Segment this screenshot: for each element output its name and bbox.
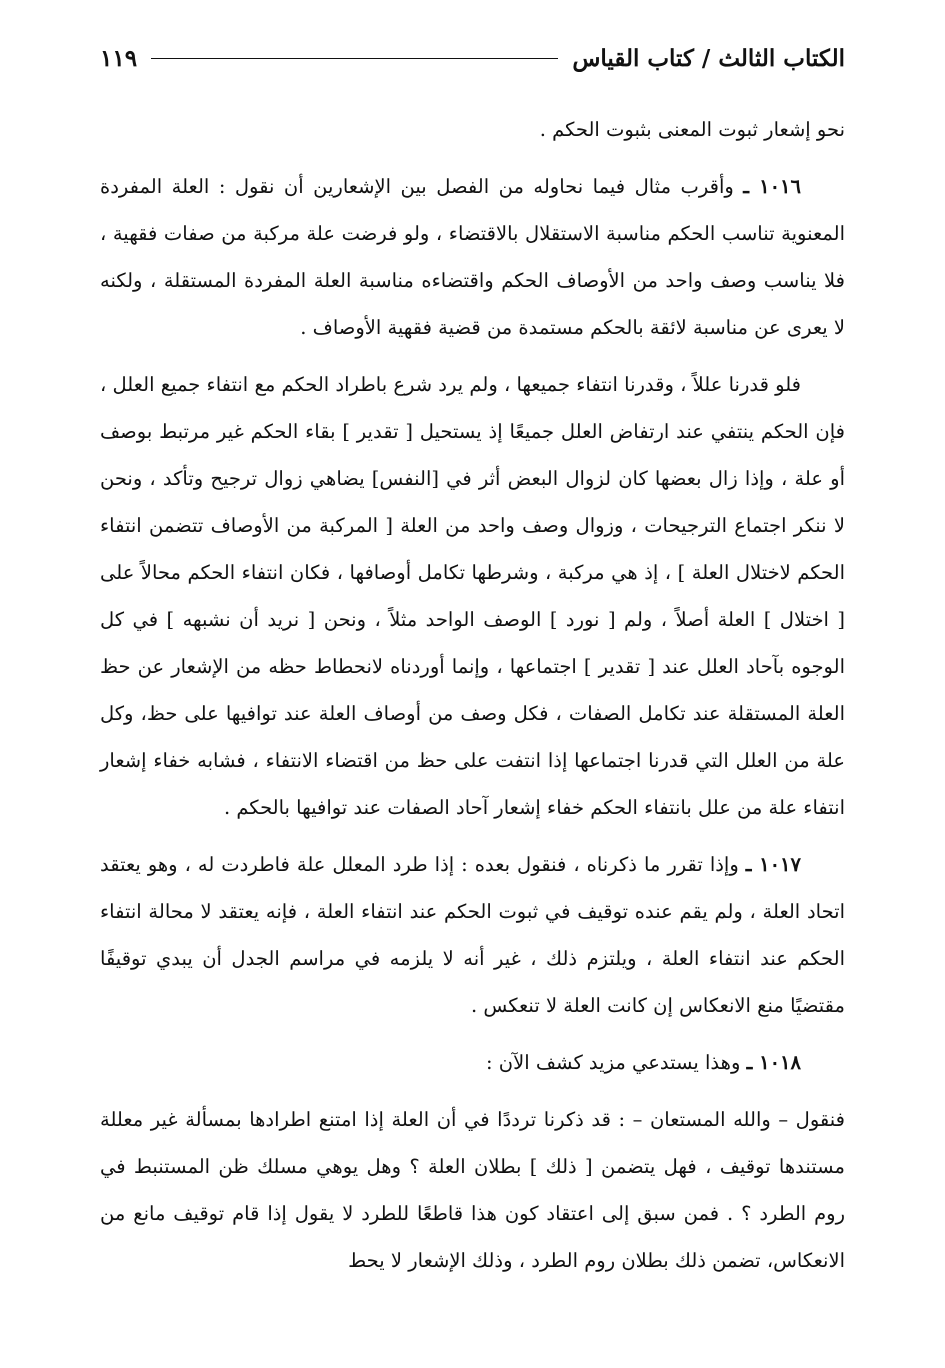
running-title: الكتاب الثالث / كتاب القياس [572,44,845,72]
paragraph-text: وإذا تقرر ما ذكرناه ، فنقول بعده : إذا طرد المعلل علة فاطردت له ، وهو يعتقد اتحاد العلة ، ولم يقم عنده توقيف في ثبوت الحكم عند انتفاء العلة ، فإنه يعتقد لا محالة انتفاء الحكم عند انتفاء العلة ، ويلتزم ذلك ، غير أنه لا يلزمه في مراسم الجدل أن يبدي توقيفًا مقتضيًا منع الانعكاس إن كانت العلة لا تنعكس . [100,853,845,1017]
header-rule [151,58,558,59]
paragraph-text: نحو إشعار ثبوت المعنى بثبوت الحكم . [539,118,845,141]
paragraph-1016 [100,163,845,351]
paragraph-1017 [100,841,845,1029]
paragraph-text: وأقرب مثال فيما نحاوله من الفصل بين الإشعارين أن نقول : العلة المفردة المعنوية تناسب الحكم مناسبة الاستقلال بالاقتضاء ، ولو فرضت علة مركبة من صفات فقهية ، فلا يناسب وصف واحد من الأوصاف الحكم واقتضاءه مناسبة العلة المفردة المستقلة ، ولكنه لا يعرى عن مناسبة لائقة بالحكم مستمدة من قضية فقهية الأوصاف . [100,175,845,339]
paragraph-continuation [100,106,845,153]
page-number: ١١٩ [100,44,138,72]
paragraph-body [100,1096,845,1284]
paragraph-number: ١٠١٨ ـ [746,1051,801,1074]
paragraph-number: ١٠١٦ ـ [743,175,801,198]
paragraph-text: وهذا يستدعي مزيد كشف الآن : [486,1051,741,1074]
paragraph-body [100,361,845,831]
paragraph-1018 [100,1039,845,1086]
paragraph-number: ١٠١٧ ـ [745,853,801,876]
page-header [100,38,845,78]
body-text [100,106,845,1284]
paragraph-text: فنقول – والله المستعان – : قد ذكرنا ترددًا في أن العلة إذا امتنع اطرادها بمسألة غير معللة مستندها توقيف ، فهل يتضمن [ ذلك ] بطلان العلة ؟ وهل يوهي مسلك ظن المستنبط في روم الطرد ؟ . فمن سبق إلى اعتقاد كون هذا قاطعًا للطرد لا يقول إذا قام توقيف مانع من الانعكاس، تضمن ذلك بطلان روم الطرد ، وذلك الإشعار لا يحط [100,1108,845,1272]
paragraph-text: فلو قدرنا عللاً ، وقدرنا انتفاء جميعها ، ولم يرد شرع باطراد الحكم مع انتفاء جميع العلل ، فإن الحكم ينتفي عند ارتفاض العلل جميعًا إذ يستحيل [ تقدير ] بقاء الحكم غير مرتبط بوصف أو علة ، وإذا زال بعضها كان لزوال البعض أثر في [النفس] يضاهي زوال ترجيح وتأكد ، ونحن لا ننكر اجتماع الترجيحات ، وزوال وصف واحد من العلة [ المركبة من الأوصاف تتضمن انتفاء الحكم لاختلال العلة ] ، إذ هي مركبة ، وشرطها تكامل أوصافها ، فكان انتفاء الحكم محالاً على [ اختلال ] العلة أصلاً ، ولم [ نورد ] الوصف الواحد مثلاً ، ونحن [ نريد أن نشبهه ] في كل الوجوه بآحاد العلل عند [ تقدير ] اجتماعها ، وإنما أوردناه لانحطاط حظه من الإشعار عن حظ العلة المستقلة عند تكامل الصفات ، فكل وصف من أوصاف العلة عند توافيها على حظ، وكل علة من العلل التي قدرنا اجتماعها إذا انتفت على حظ من اقتضاء الانتفاء ، فشابه خفاء إشعار انتفاء علة من علل بانتفاء الحكم خفاء إشعار آحاد الصفات عند توافيها بالحكم . [100,373,845,819]
